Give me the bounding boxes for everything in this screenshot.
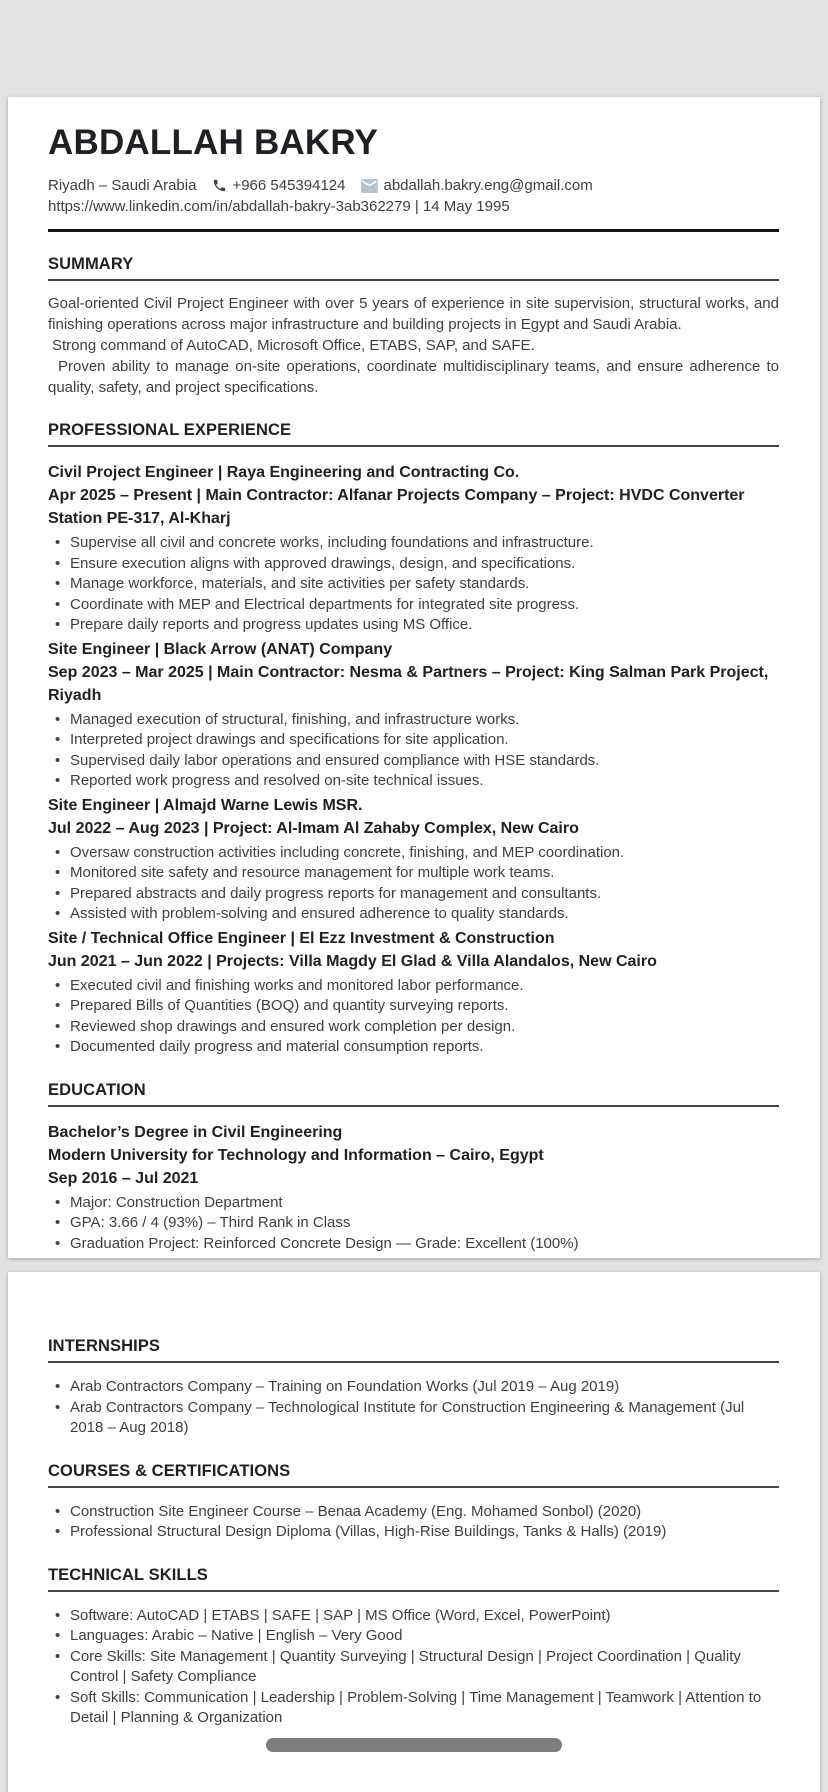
summary-paragraph: Proven ability to manage on-site operations, coordinate multidisciplinary teams, and ensure adherence to quality, safety, and project specifications. [48,358,779,396]
bullet-item: • Languages: Arabic – Native | English – Very Good [48,1626,779,1647]
education-degree: Bachelor’s Degree in Civil Engineering [48,1123,343,1141]
contact-email: abdallah.bakry.eng@gmail.com [383,177,593,194]
education-entry [48,1121,779,1255]
bullet-item: • Supervise all civil and concrete works, including foundations and infrastructure. [48,533,779,554]
contact-row-1 [48,175,779,196]
job-subtitle: Jun 2021 – Jun 2022 | Projects: Villa Magdy El Glad & Villa Alandalos, New Cairo [48,952,657,970]
bullet-item: • Supervised daily labor operations and ensured compliance with HSE standards. [48,751,779,772]
contact-location: Riyadh – Saudi Arabia [48,177,197,194]
resume-page-1 [8,97,820,1258]
courses-bullets [48,1502,779,1543]
courses-heading: COURSES & CERTIFICATIONS [48,1461,779,1488]
section-summary [48,254,779,398]
envelope-icon [361,179,378,193]
resume-name: ABDALLAH BAKRY [48,123,379,162]
education-bullets [48,1193,779,1255]
bullet-item: • Core Skills: Site Management | Quantity Surveying | Structural Design | Project Coordination | Quality Control | Safety Compliance [48,1647,779,1688]
job-subtitle: Apr 2025 – Present | Main Contractor: Alfanar Projects Company – Project: HVDC Converter Station PE-317, Al-Kharj [48,487,745,527]
section-education [48,1080,779,1255]
bullet-item: • Assisted with problem-solving and ensured adherence to quality standards. [48,904,779,925]
contact-linkedin-birthdate: https://www.linkedin.com/in/abdallah-bakry-3ab362279 | 14 May 1995 [48,198,510,215]
job-subtitle: Sep 2023 – Mar 2025 | Main Contractor: Nesma & Partners – Project: King Salman Park Project, Riyadh [48,663,769,704]
summary-heading: SUMMARY [48,254,779,281]
internships-bullets [48,1377,779,1439]
job-subtitle: Jul 2022 – Aug 2023 | Project: Al-Imam Al Zahaby Complex, New Cairo [48,819,579,837]
bullet-item: • Reported work progress and resolved on-site technical issues. [48,771,779,792]
bullet-item: • Documented daily progress and material consumption reports. [48,1037,779,1058]
section-skills [48,1565,779,1729]
contact-block [48,175,779,217]
education-dates: Sep 2016 – Jul 2021 [48,1169,199,1187]
bullet-item: • GPA: 3.66 / 4 (93%) – Third Rank in Class [48,1213,779,1234]
bullet-item: • Oversaw construction activities including concrete, finishing, and MEP coordination. [48,843,779,864]
job-title: Site Engineer | Almajd Warne Lewis MSR. [48,796,363,814]
contact-phone: +966 545394124 [232,177,346,194]
job-title: Site / Technical Office Engineer | El Ezz Investment & Construction [48,929,555,947]
bullet-item: • Arab Contractors Company – Training on Foundation Works (Jul 2019 – Aug 2019) [48,1377,779,1398]
bullet-item: • Soft Skills: Communication | Leadership | Problem-Solving | Time Management | Teamwork | Attention to Detail | Planning & Organization [48,1688,779,1729]
section-courses [48,1461,779,1543]
section-internships [48,1336,779,1439]
job-title: Site Engineer | Black Arrow (ANAT) Company [48,640,393,658]
bullet-item: • Coordinate with MEP and Electrical departments for integrated site progress. [48,595,779,616]
header-divider [48,229,779,232]
job-list [48,461,779,1058]
education-school: Modern University for Technology and Information – Cairo, Egypt [48,1146,544,1164]
job-bullets [48,710,779,792]
experience-heading: PROFESSIONAL EXPERIENCE [48,420,779,447]
summary-paragraph: Goal-oriented Civil Project Engineer with over 5 years of experience in site supervision, structural works, and finishing operations across major infrastructure and building projects in Egypt and Saudi Arabia. [48,295,779,333]
job-title: Civil Project Engineer | Raya Engineering and Contracting Co. [48,464,520,481]
bullet-item: • Construction Site Engineer Course – Benaa Academy (Eng. Mohamed Sonbol) (2020) [48,1502,779,1523]
job-entry-2 [48,638,779,792]
bullet-item: • Manage workforce, materials, and site activities per safety standards. [48,574,779,595]
contact-row-2 [48,196,779,217]
bullet-item: • Monitored site safety and resource management for multiple work teams. [48,863,779,884]
summary-paragraph: Strong command of AutoCAD, Microsoft Office, ETABS, SAP, and SAFE. [52,337,535,354]
summary-text [48,293,779,398]
job-bullets [48,533,779,636]
resume-page-2 [8,1272,820,1792]
job-entry-1 [48,461,779,636]
bullet-item: • Managed execution of structural, finishing, and infrastructure works. [48,710,779,731]
job-bullets [48,976,779,1058]
bullet-item: • Ensure execution aligns with approved drawings, design, and specifications. [48,554,779,575]
bullet-item: • Major: Construction Department [48,1193,779,1214]
bullet-item: • Prepared abstracts and daily progress reports for management and consultants. [48,884,779,905]
job-entry-4 [48,927,779,1058]
internships-heading: INTERNSHIPS [48,1336,779,1363]
phone-icon [212,178,227,193]
scroll-indicator[interactable] [266,1738,562,1752]
section-experience [48,420,779,1058]
bullet-item: • Software: AutoCAD | ETABS | SAFE | SAP | MS Office (Word, Excel, PowerPoint) [48,1606,779,1627]
bullet-item: • Graduation Project: Reinforced Concrete Design — Grade: Excellent (100%) [48,1234,779,1255]
bullet-item: • Professional Structural Design Diploma (Villas, High-Rise Buildings, Tanks & Halls) (2019) [48,1522,779,1543]
bullet-item: • Interpreted project drawings and specifications for site application. [48,730,779,751]
skills-heading: TECHNICAL SKILLS [48,1565,779,1592]
bullet-item: • Executed civil and finishing works and monitored labor performance. [48,976,779,997]
skills-bullets [48,1606,779,1729]
bullet-item: • Prepared Bills of Quantities (BOQ) and quantity surveying reports. [48,996,779,1017]
bullet-item: • Prepare daily reports and progress updates using MS Office. [48,615,779,636]
job-entry-3 [48,794,779,925]
bullet-item: • Arab Contractors Company – Technological Institute for Construction Engineering & Management (Jul 2018 – Aug 2018) [48,1398,779,1439]
bullet-item: • Reviewed shop drawings and ensured work completion per design. [48,1017,779,1038]
job-bullets [48,843,779,925]
education-heading: EDUCATION [48,1080,779,1107]
